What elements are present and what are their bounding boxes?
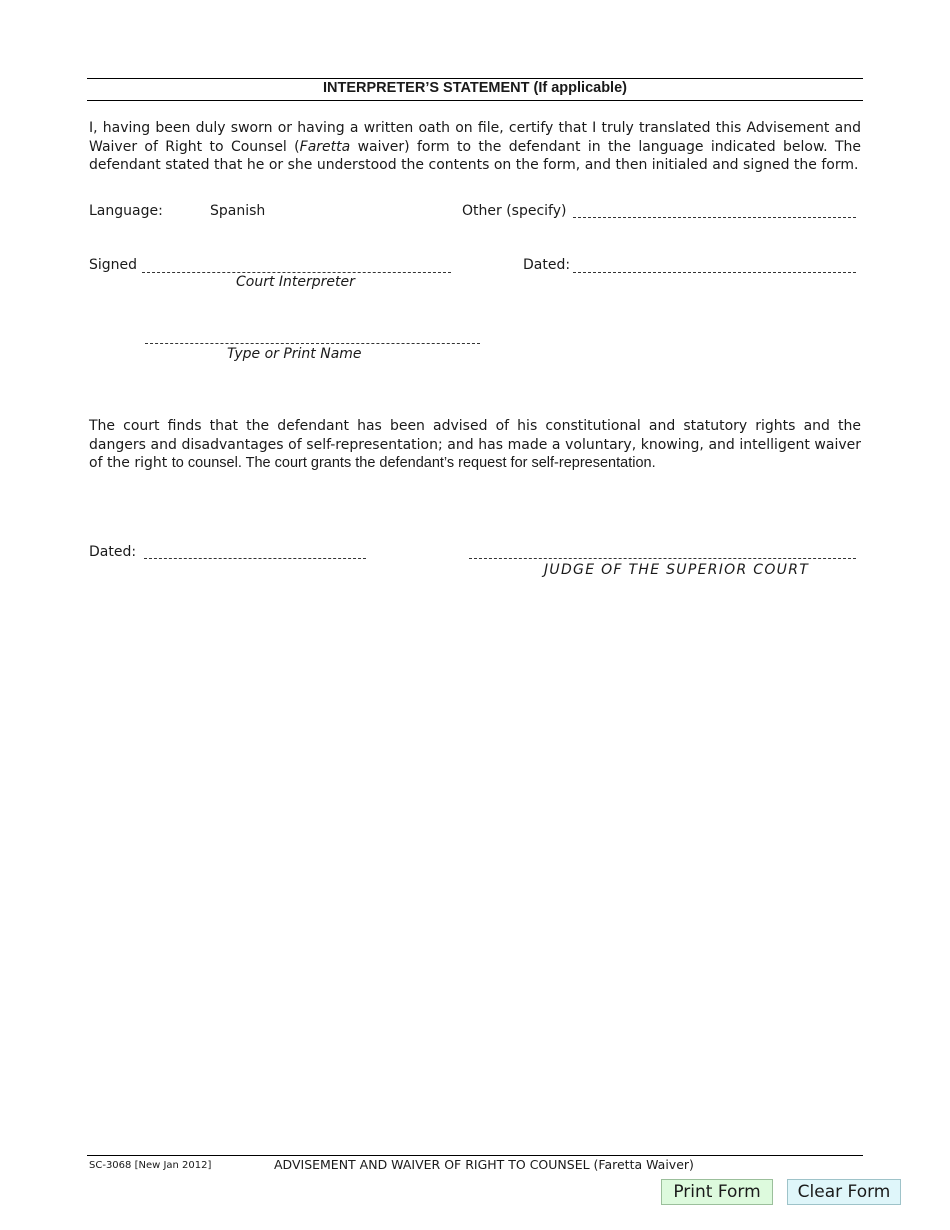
court-interpreter-caption: Court Interpreter (236, 274, 355, 290)
statement-text-2: waiver) form to the defendant in the language indicated below. The defendant stated that he or she understood the contents on the form, and then initialed and signed the form. (89, 138, 861, 173)
print-name-caption: Type or Print Name (227, 346, 362, 362)
interpreter-dated-field[interactable] (573, 272, 856, 273)
heading-rule-top (87, 78, 863, 79)
court-finding (89, 417, 861, 473)
judge-signature-field[interactable] (469, 558, 856, 559)
clear-form-button[interactable]: Clear Form (787, 1179, 901, 1205)
signed-label: Signed (89, 257, 138, 273)
footer-rule (87, 1155, 863, 1156)
judge-dated-field[interactable] (144, 558, 366, 559)
statement-text-1: I, having been duly sworn or having a written oath on file, certify that I truly translated this Advisement and Waiver of Right to Counsel ( (89, 120, 861, 155)
interpreter-statement (89, 119, 861, 175)
other-language-field[interactable] (573, 217, 856, 218)
heading-rule-bottom (87, 100, 863, 101)
statement-faretta: Faretta (299, 138, 351, 155)
interpreter-signature-field[interactable] (142, 272, 451, 273)
judge-dated-label: Dated: (89, 544, 137, 560)
language-value[interactable]: Spanish (210, 203, 266, 219)
judge-caption: JUDGE OF THE SUPERIOR COURT (544, 562, 810, 578)
interpreter-dated-label: Dated: (523, 257, 571, 273)
print-form-button[interactable]: Print Form (661, 1179, 773, 1205)
print-name-field[interactable] (145, 343, 480, 344)
form-code: SC-3068 [New Jan 2012] (89, 1160, 212, 1171)
section-heading: INTERPRETER’S STATEMENT (If applicable) (323, 80, 627, 96)
finding-text-1: The court finds that the defendant has been advised of his constitutional and statutory rights and the dangers and disadvantages of self-representation; and has made a voluntary, knowing, and intelligent waiver of the right (89, 418, 861, 471)
other-language-label: Other (specify) (462, 203, 567, 219)
finding-text-2: to counsel. The court grants the defendant’s request for self-representation. (171, 455, 656, 471)
form-title: ADVISEMENT AND WAIVER OF RIGHT TO COUNSEL (Faretta Waiver) (274, 1157, 694, 1172)
language-label: Language: (89, 203, 163, 219)
